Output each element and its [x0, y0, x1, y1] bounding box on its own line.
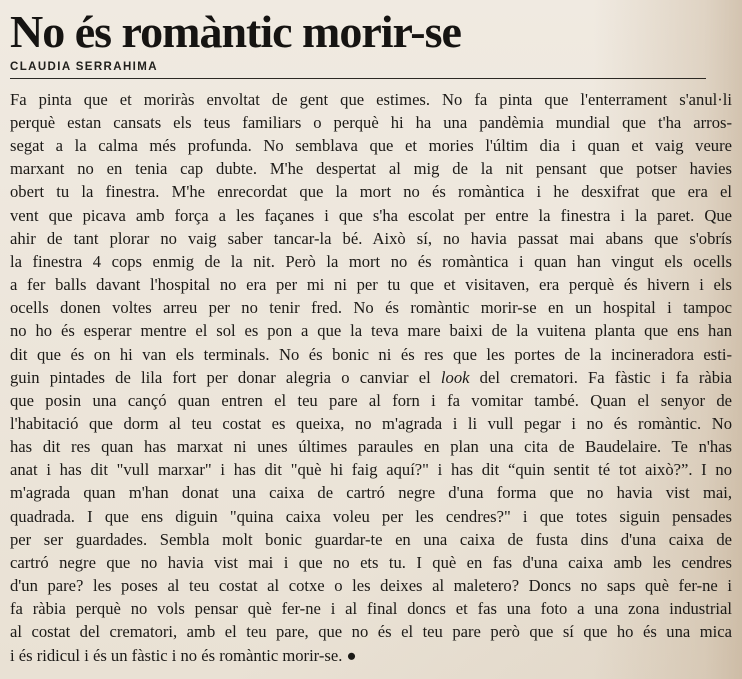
- article-line: vent que picava amb força a les façanes i que s'ha escolat per entre la finestra i la paret. Que: [10, 205, 732, 225]
- article-line: perquè estan cansats els teus familiars o perquè hi ha una pandèmia mundial que t'ha arros-: [10, 112, 732, 132]
- article-line: i és ridicul i és un fàstic i no és romàntic morir-se. ●: [10, 645, 357, 665]
- article-line: al costat del crematori, amb el teu pare, que no és el teu pare però que sí que ho és una mica: [10, 622, 732, 642]
- article-line: obert tu la finestra. M'he enrecordat que la mort no és romàntica i he desxifrat que era el: [10, 182, 732, 202]
- article-line: m'agrada quan m'han donat una caixa de cartró negre d'una forma que no havia vist mai,: [10, 483, 732, 503]
- article-line: has dit res quan has marxat ni unes últimes paraules en plan una cita de Baudelaire. Te n'has: [10, 437, 732, 457]
- article-line: l'habitació que dorm al teu costat es queixa, no m'agrada i li vull pegar i no és romàntic. No: [10, 414, 732, 434]
- article-line: guin pintades de lila fort per donar alegria o canviar el look del crematori. Fa fàstic i fa ràbia: [10, 367, 732, 387]
- article-line: a fer balls davant l'hospital no era per mi ni per tu que et visitaven, era perquè és hivern i els: [10, 275, 732, 295]
- article-line: segat a la calma més profunda. No semblava que et mories l'últim dia i quan et vaig veure: [10, 136, 732, 156]
- article-line: fa ràbia perquè no vols pensar què fer-ne i al final doncs et fas una foto a una zona industrial: [10, 599, 732, 619]
- article-line: dit que és on hi van els terminals. No és bonic ni és res que les portes de la incineradora esti-: [10, 344, 732, 364]
- article-line: cartró negre que no havia vist mai i que no ets tu. I què en fas d'una caixa amb les cendres: [10, 552, 732, 572]
- article-line: anat i has dit "vull marxar" i has dit "què hi faig aquí?" i has dit “quin sentit té tot això?”. I no: [10, 460, 732, 480]
- article-line: ocells donen voltes arreu per no tenir fred. No és romàntic morir-se en un hospital i tampoc: [10, 298, 732, 318]
- article-line: Fa pinta que et moriràs envoltat de gent que estimes. No fa pinta que l'enterrament s'anul·li: [10, 89, 732, 109]
- article-author-byline: CLAUDIA SERRAHIMA: [10, 60, 158, 73]
- header-rule: [10, 78, 706, 79]
- article-line: no ho és esperar mentre el sol es pon a que la teva mare baixi de la vuitena planta que ens han: [10, 321, 732, 341]
- article-title: No és romàntic morir-se: [10, 6, 461, 57]
- article-line: quadrada. I que ens diguin "quina caixa voleu per les cendres?" i que totes siguin pensades: [10, 506, 732, 526]
- article-line: d'un pare? les poses al teu costat al cotxe o les deixes al maletero? Doncs no saps què fer-ne i: [10, 576, 732, 596]
- article-line: que posin una cançó quan entren el teu pare al forn i fa vomitar també. Quan el senyor de: [10, 390, 732, 410]
- article-body: [10, 88, 732, 667]
- article-line: ahir de tant plorar no vaig saber tancar-la bé. Això sí, no havia passat mai abans que s'obrís: [10, 228, 732, 248]
- article-line: la finestra 4 cops enmig de la nit. Però la mort no és romàntica i quan han vingut els ocells: [10, 251, 732, 271]
- article-line: per ser guardades. Sembla molt bonic guardar-te en una caixa de fusta dins d'una caixa de: [10, 529, 732, 549]
- article-line: marxant no en tenia cap dubte. M'he despertat al mig de la nit pensant que potser havies: [10, 159, 732, 179]
